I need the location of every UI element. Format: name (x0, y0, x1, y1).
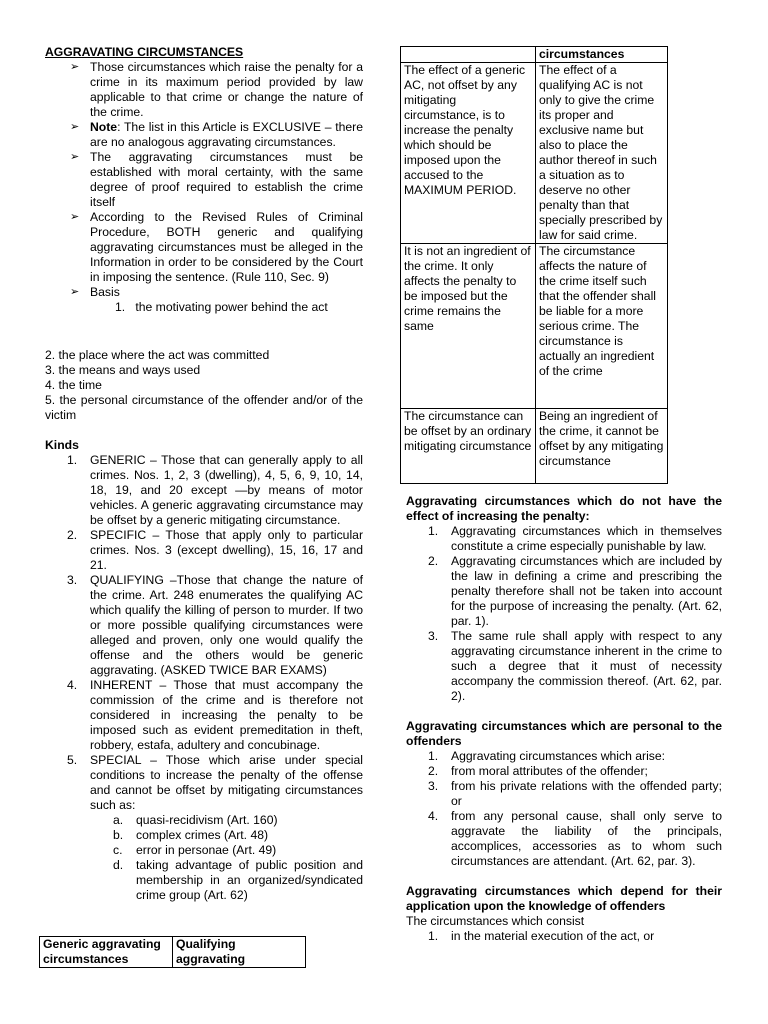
special-item: c. error in personae (Art. 49) (113, 843, 277, 857)
comparison-table (400, 46, 668, 484)
kind-item: 3. QUALIFYING –Those that change the nature of the crime. Art. 248 enumerates the qualifying AC which qualify the killing of person to murder. If two or more possible qualifying circumstances were alleged and proven, only one would qualify the offense and the others would be generic aggravating. (ASKED TWICE BAR EXAMS) (67, 573, 363, 677)
basis-number: 1. (115, 300, 126, 314)
basis-line: 2. the place where the act was committed (45, 348, 270, 362)
bullet-item: ➢ According to the Revised Rules of Criminal Procedure, BOTH generic and qualifying aggravating circumstances must be alleged in the Information in order to be considered by the Court in imposing the sentence. (Rule 110, Sec. 9) (90, 210, 363, 285)
list-item: 3. from his private relations with the offended party; or (428, 779, 722, 808)
section-title: AGGRAVATING CIRCUMSTANCES (45, 45, 244, 59)
basis-line: 5. the personal circumstance of the offender and/or of the victim (45, 393, 363, 422)
note-label: Note (90, 120, 118, 134)
section-heading: Aggravating circumstances which depend for their application upon the knowledge of offenders (406, 884, 722, 913)
list-item: 3. The same rule shall apply with respect to any aggravating circumstance inherent in the crime to such a degree that it must of necessity accompany the commission thereof. (Art. 62, par. 2). (428, 629, 722, 703)
special-item: b. complex crimes (Art. 48) (113, 828, 269, 842)
kind-item: 5. SPECIAL – Those which arise under special conditions to increase the penalty of the offense and cannot be offset by mitigating circumstances such as: a. quasi-recidivism (Art. 160) b. complex crimes (Art. 48) c. error in personae (Art. 49) d. taking advantage of public position and membership in an organized/syndicated crime group (Art. 62) (67, 753, 363, 902)
list-item: 2. Aggravating circumstances which are included by the law in defining a crime and prescribing the penalty therefore shall not be taken into account for the purpose of increasing the penalty. (Art. 62, par. 1). (428, 554, 722, 628)
comparison-table-header (39, 936, 306, 968)
right-column (406, 494, 722, 944)
section-heading: Aggravating circumstances which do not have the effect of increasing the penalty: (406, 494, 722, 523)
generic-cell: It is not an ingredient of the crime. It only affects the penalty to be imposed but the crime remains the same (401, 244, 536, 409)
kind-item: 1. GENERIC – Those that can generally apply to all crimes. Nos. 1, 2, 3 (dwelling), 4, 5, 6, 9, 10, 14, 18, 19, and 20 except —by means of motor vehicles. A generic aggravating circumstance may be offset by a generic mitigating circumstance. (67, 453, 363, 527)
bullet-item: ➢ Those circumstances which raise the penalty for a crime in its maximum period provided by law applicable to that crime or change the nature of the crime. (90, 60, 363, 120)
knowledge-list (406, 929, 722, 944)
basis-line: 3. the means and ways used (45, 363, 201, 377)
no-increase-list (406, 524, 722, 704)
list-item: 4. from any personal cause, shall only serve to aggravate the liability of the principals, accomplices, accessories as to whom such circumstances are attendant. (Art. 62, par. 3). (428, 809, 722, 868)
generic-cell: The circumstance can be offset by an ordinary mitigating circumstance (401, 409, 536, 484)
qualifying-cell: The circumstance affects the nature of the crime itself such that the offender shall be liable for a more serious crime. The circumstance is actually an ingredient of the crime (536, 244, 668, 409)
left-column (45, 45, 363, 315)
qualifying-cell: The effect of a qualifying AC is not only to give the crime its proper and exclusive name but also to place the author thereof in such a situation as to deserve no other penalty than that specially prescribed by law for said crime. (536, 63, 668, 244)
basis-item (45, 300, 363, 315)
special-list (113, 813, 363, 903)
kinds-list (45, 453, 363, 903)
kind-item: 2. SPECIFIC – Those that apply only to particular crimes. Nos. 3 (except dwelling), 15, 16, 17 and 21. (67, 528, 363, 572)
table-row (401, 63, 668, 244)
bullet-item: ➢ Basis (90, 285, 363, 300)
bullet-item-note (90, 120, 363, 150)
personal-list (406, 749, 722, 869)
table-header: circumstances (536, 47, 668, 63)
special-item: a. quasi-recidivism (Art. 160) (113, 813, 278, 827)
note-text: : The list in this Article is EXCLUSIVE – there are no analogous aggravating circumstances. (90, 120, 363, 149)
generic-header: Generic aggravating circumstances (40, 937, 173, 968)
qualifying-header: Qualifying aggravating (173, 937, 306, 968)
list-item: 1. Aggravating circumstances which in themselves constitute a crime especially punishable by law. (428, 524, 722, 553)
kind-item: 4. INHERENT – Those that must accompany the commission of the crime and is therefore not considered in increasing the penalty to be imposed such as evident premeditation in theft, robbery, estafa, adultery and concubinage. (67, 678, 363, 752)
section-heading: Aggravating circumstances which are personal to the offenders (406, 719, 722, 748)
table-row (401, 409, 668, 484)
list-item: 2. from moral attributes of the offender; (428, 764, 648, 778)
special-item: d. taking advantage of public position and membership in an organized/syndicated crime group (Art. 62) (113, 858, 363, 902)
kinds-title: Kinds (45, 438, 79, 452)
basis-text: the motivating power behind the act (135, 300, 328, 314)
list-item: 1. in the material execution of the act, or (428, 929, 655, 943)
bullet-item: ➢ The aggravating circumstances must be established with moral certainty, with the same degree of proof required to establish the crime itself (90, 150, 363, 210)
generic-cell: The effect of a generic AC, not offset by any mitigating circumstance, is to increase the penalty which should be imposed upon the accused to the MAXIMUM PERIOD. (401, 63, 536, 244)
basis-list (45, 348, 363, 903)
definition-bullets (45, 60, 363, 300)
table-row (401, 244, 668, 409)
qualifying-cell: Being an ingredient of the crime, it cannot be offset by any mitigating circumstance (536, 409, 668, 484)
section-intro: The circumstances which consist (406, 914, 585, 928)
list-item: 1. Aggravating circumstances which arise: (428, 749, 666, 763)
basis-line: 4. the time (45, 378, 102, 392)
empty-header-cell (401, 47, 536, 63)
